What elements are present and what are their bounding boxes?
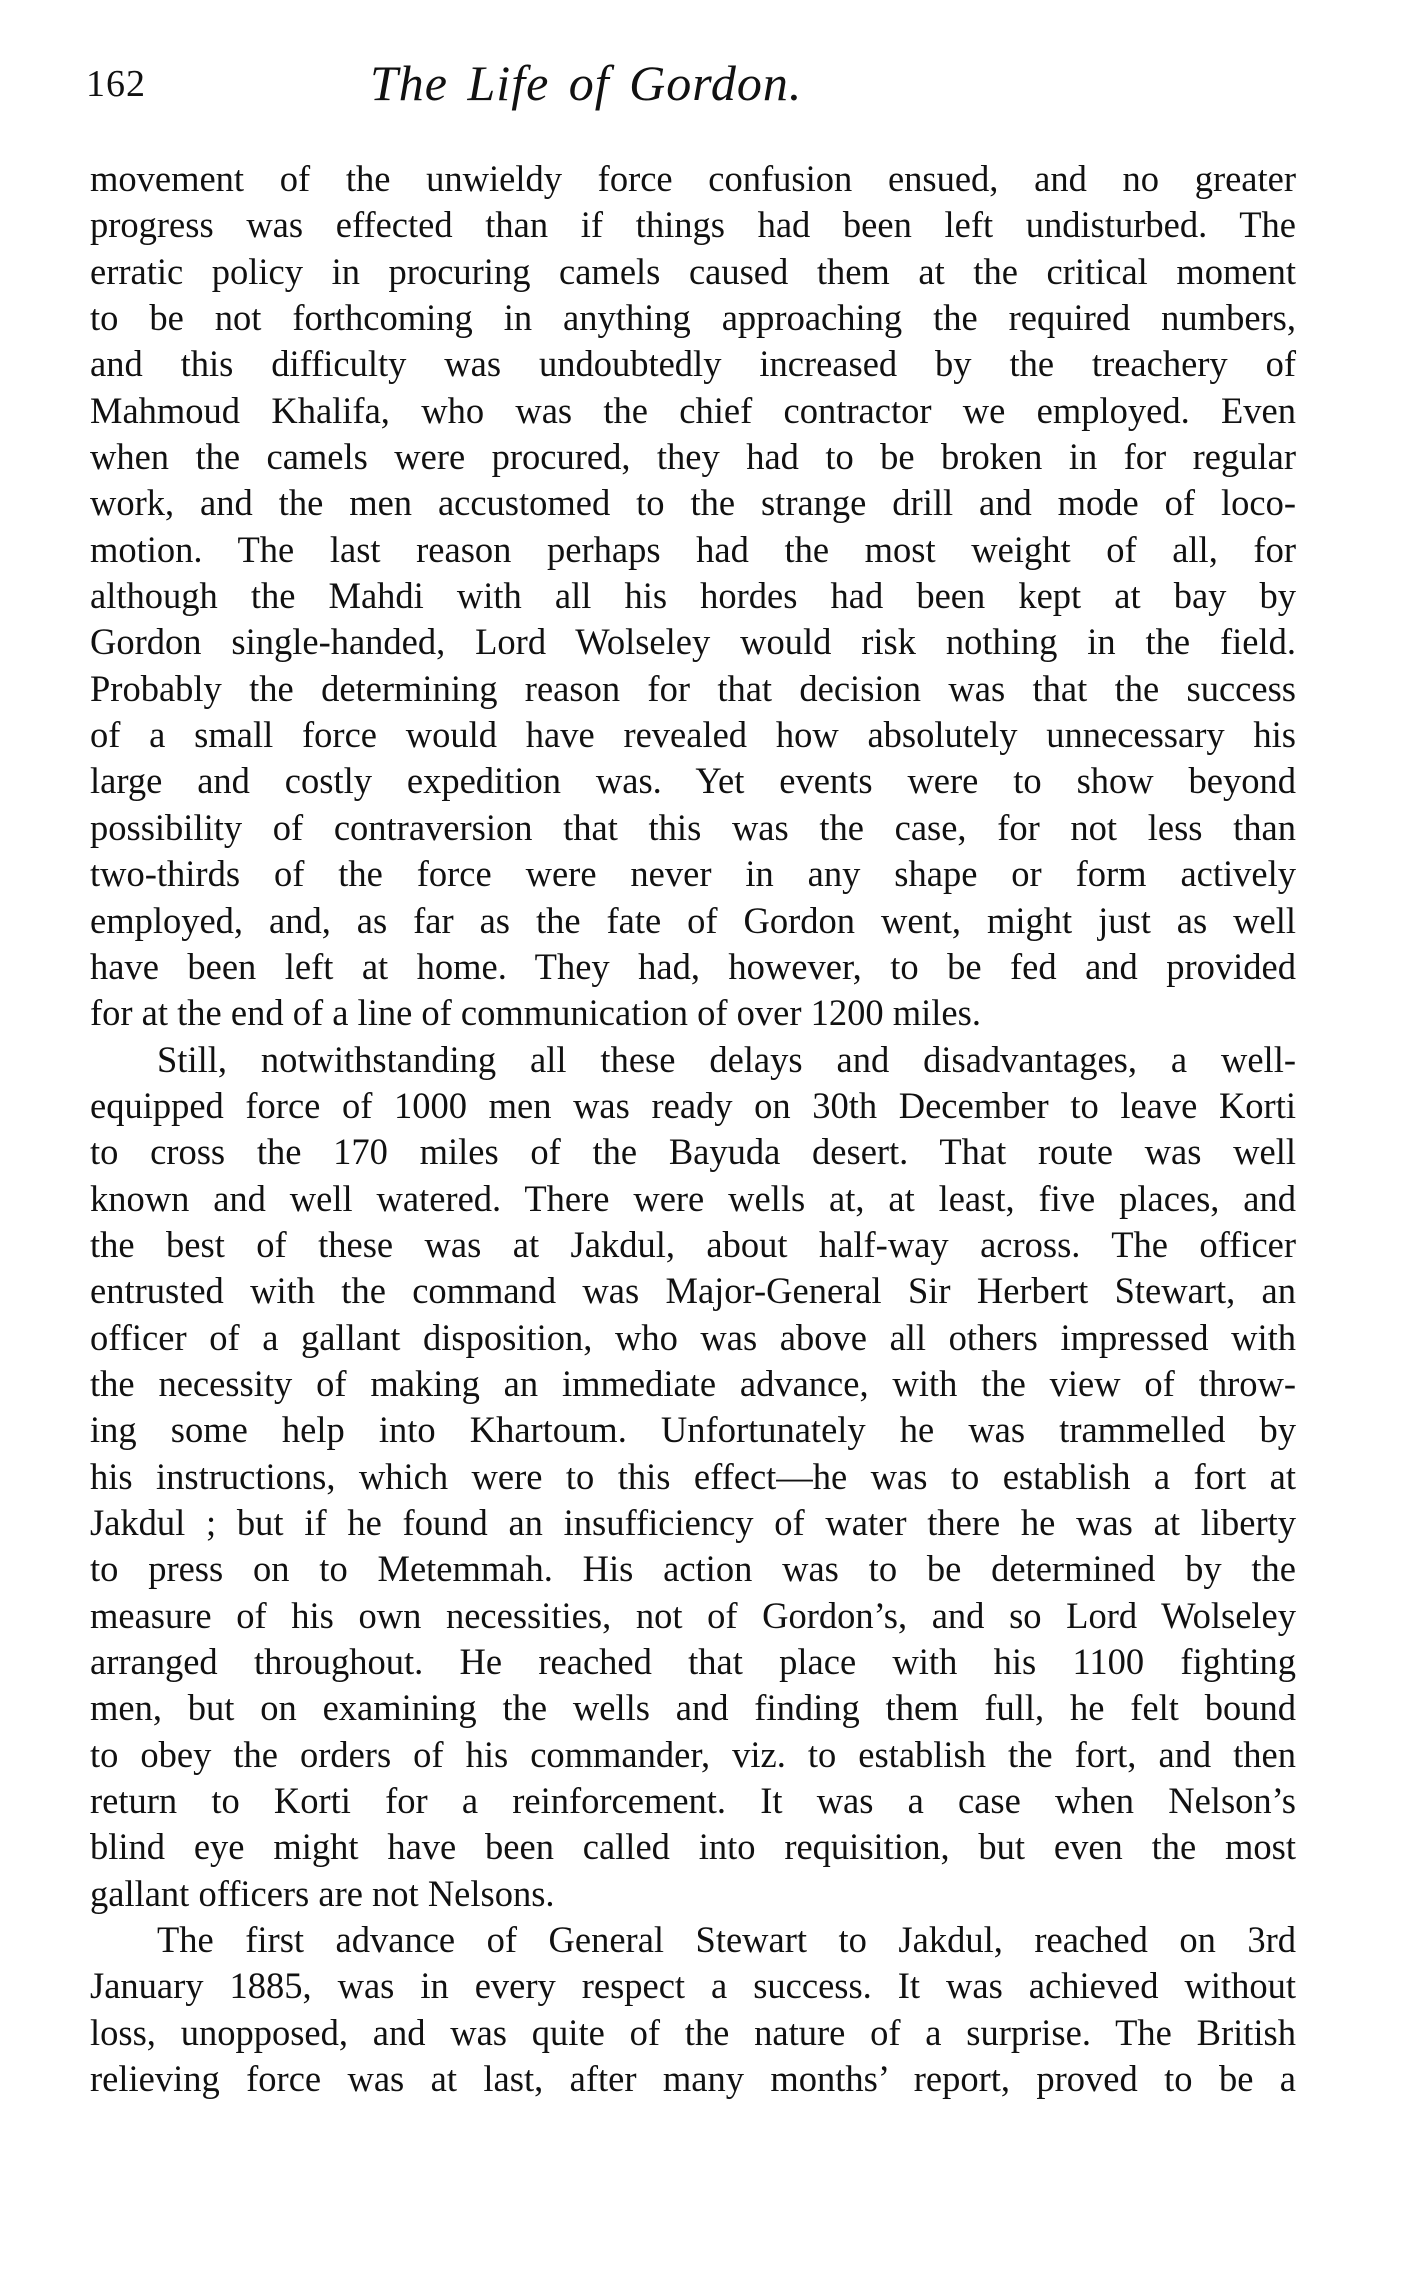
text-line: ing some help into Khartoum. Unfortunately he was trammelled by [90, 1409, 1296, 1451]
text-line: large and costly expedition was. Yet events were to show beyond [90, 760, 1296, 802]
text-line: and this difficulty was undoubtedly increased by the treachery of [90, 343, 1296, 385]
page-header [86, 55, 1296, 111]
text-line: erratic policy in procuring camels caused them at the critical moment [90, 250, 1296, 292]
text-line: loss, unopposed, and was quite of the nature of a surprise. The British [90, 2011, 1296, 2053]
text-line: measure of his own necessities, not of Gordon’s, and so Lord Wolseley [90, 1594, 1296, 1636]
text-line: the best of these was at Jakdul, about half-way across. The officer [90, 1223, 1296, 1265]
text-line: Gordon single-handed, Lord Wolseley would risk nothing in the field. [90, 621, 1296, 663]
text-line: progress was effected than if things had been left undisturbed. The [90, 204, 1296, 246]
text-line: entrusted with the command was Major-General Sir Herbert Stewart, an [90, 1270, 1296, 1312]
text-line: to cross the 170 miles of the Bayuda desert. That route was well [90, 1131, 1296, 1173]
text-line: when the camels were procured, they had to be broken in for regular [90, 436, 1296, 478]
text-line: Mahmoud Khalifa, who was the chief contractor we employed. Even [90, 389, 1296, 431]
body-text [90, 156, 1296, 2102]
text-line: known and well watered. There were wells at, at least, five places, and [90, 1177, 1296, 1219]
text-line: arranged throughout. He reached that place with his 1100 fighting [90, 1641, 1296, 1682]
text-line: officer of a gallant disposition, who was above all others impressed with [90, 1316, 1296, 1358]
text-line: gallant officers are not Nelsons. [90, 1872, 555, 1914]
text-line: motion. The last reason perhaps had the most weight of all, for [90, 528, 1296, 570]
text-line: Still, notwithstanding all these delays and disadvantages, a well- [157, 1038, 1296, 1080]
text-line: to be not forthcoming in anything approaching the required numbers, [90, 297, 1296, 339]
text-line: have been left at home. They had, however, to be fed and provided [90, 945, 1296, 987]
text-line: return to Korti for a reinforcement. It was a case when Nelson’s [90, 1780, 1296, 1822]
text-line: to press on to Metemmah. His action was to be determined by the [90, 1548, 1296, 1590]
text-line: employed, and, as far as the fate of Gordon went, might just as well [90, 899, 1296, 941]
text-line: blind eye might have been called into requisition, but even the most [90, 1826, 1296, 1868]
text-line: equipped force of 1000 men was ready on 30th December to leave Korti [90, 1084, 1296, 1126]
text-line: to obey the orders of his commander, viz. to establish the fort, and then [90, 1733, 1296, 1775]
text-line: work, and the men accustomed to the strange drill and mode of loco- [90, 482, 1296, 524]
text-line: Jakdul ; but if he found an insufficiency of water there he was at liberty [90, 1501, 1296, 1543]
text-line: possibility of contraversion that this was the case, for not less than [90, 806, 1296, 848]
text-line: The first advance of General Stewart to Jakdul, reached on 3rd [157, 1919, 1296, 1961]
text-line: of a small force would have revealed how absolutely unnecessary his [90, 714, 1296, 756]
text-line: his instructions, which were to this effect—he was to establish a fort at [90, 1455, 1296, 1497]
text-line: January 1885, was in every respect a success. It was achieved without [90, 1965, 1296, 2007]
text-line: the necessity of making an immediate advance, with the view of throw- [90, 1362, 1296, 1404]
text-line: Probably the determining reason for that decision was that the success [90, 667, 1296, 709]
text-line: men, but on examining the wells and finding them full, he felt bound [90, 1687, 1296, 1729]
running-title: The Life of Gordon. [370, 55, 803, 111]
text-line: although the Mahdi with all his hordes had been kept at bay by [90, 575, 1296, 617]
text-line: two-thirds of the force were never in any shape or form actively [90, 853, 1296, 895]
text-line: for at the end of a line of communication of over 1200 miles. [90, 992, 981, 1034]
text-line: relieving force was at last, after many months’ report, proved to be a [90, 2058, 1296, 2100]
text-line: movement of the unwieldy force confusion ensued, and no greater [90, 158, 1296, 199]
page-number: 162 [86, 63, 146, 105]
